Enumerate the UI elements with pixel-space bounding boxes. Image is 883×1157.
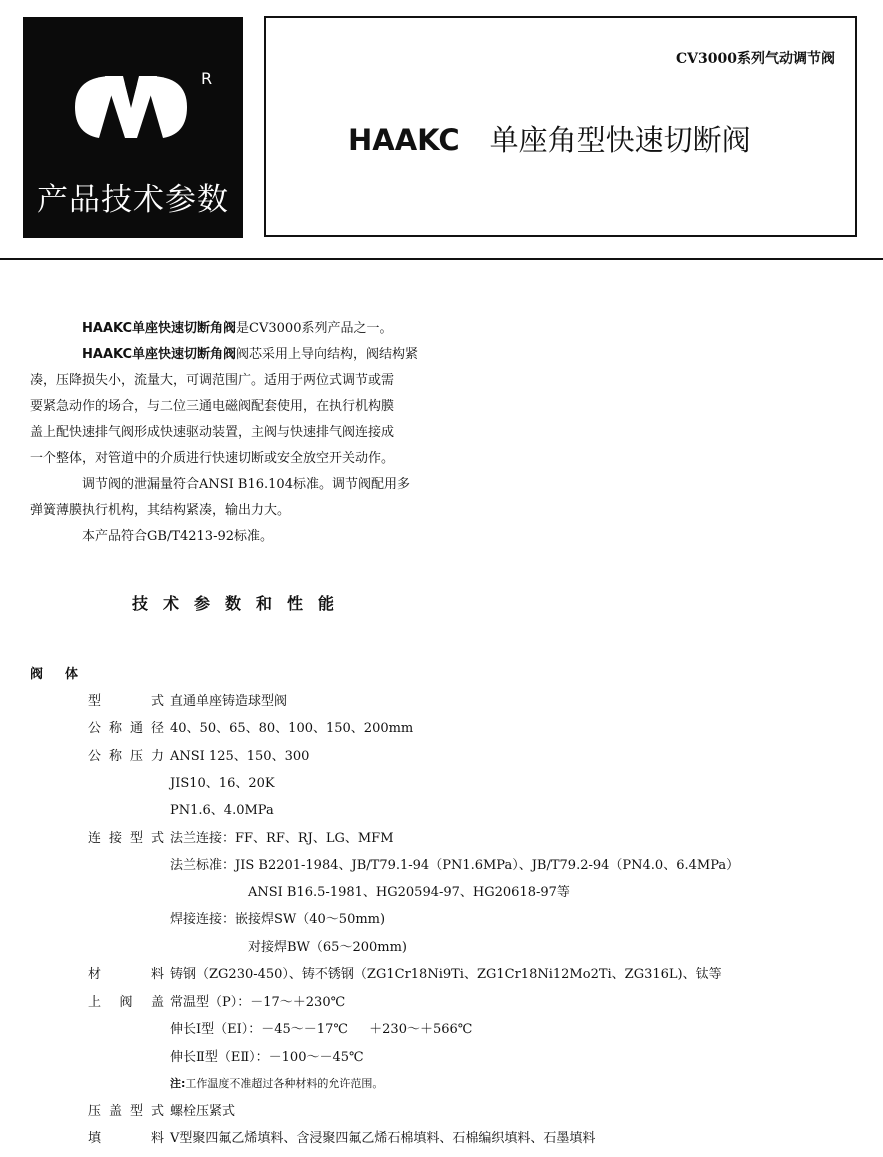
intro-paragraph: 本产品符合GB/T4213-92标准。 xyxy=(82,529,274,544)
logo-caption: 产品技术参数 xyxy=(37,182,229,218)
page-title xyxy=(348,118,751,159)
spec-value: JIS10、16、20K xyxy=(170,776,275,791)
product-name: 单座角型快速切断阀 xyxy=(489,123,751,157)
spec-value: 常温型（P）：－17～＋230℃ xyxy=(170,995,346,1010)
spec-value: ANSI 125、150、300 xyxy=(170,749,310,764)
spec-label: 公称压力 xyxy=(88,749,164,764)
spec-value: 法兰连接：FF、RF、RJ、LG、MFM xyxy=(170,831,394,846)
spec-label: 连接型式 xyxy=(88,831,164,846)
spec-label: 材料 xyxy=(88,967,164,982)
spec-value: 螺栓压紧式 xyxy=(170,1104,236,1119)
spec-value: 焊接连接：嵌接焊SW（40～50mm) xyxy=(170,912,386,927)
intro-paragraph: 调节阀的泄漏量符合ANSI B16.104标准。调节阀配用多 xyxy=(82,477,410,492)
intro-line: 弹簧薄膜执行机构，其结构紧凑，输出力大。 xyxy=(30,503,291,518)
spec-value: ANSI B16.5-1981、HG20594-97、HG20618-97等 xyxy=(248,885,570,900)
specs-heading: 阀体 xyxy=(30,667,101,682)
note-label: 注: xyxy=(170,1077,186,1090)
spec-value: V型聚四氟乙烯填料、含浸聚四氟乙烯石棉填料、石棉编织填料、石墨填料 xyxy=(170,1131,596,1146)
spec-label: 上阀盖 xyxy=(88,995,164,1010)
spec-value: PN1.6、4.0MPa xyxy=(170,803,274,818)
spec-label: 型式 xyxy=(88,694,164,709)
intro-line: 一个整体，对管道中的介质进行快速切断或安全放空开关动作。 xyxy=(30,451,395,466)
intro-paragraph: HAAKC单座快速切断角阀阀芯采用上导向结构，阀结构紧 xyxy=(82,347,419,362)
spec-value: 40、50、65、80、100、150、200mm xyxy=(170,721,414,736)
product-name-bold: HAAKC单座快速切断角阀 xyxy=(82,347,237,362)
spec-label: 公称通径 xyxy=(88,721,164,736)
spec-value: 铸钢（ZG230-450）、铸不锈钢（ZG1Cr18Ni9Ti、ZG1Cr18Ni12Mo2Ti、ZG316L)、钛等 xyxy=(170,967,722,982)
spec-label: 填料 xyxy=(88,1131,164,1146)
brand-logo xyxy=(23,17,243,238)
header-divider xyxy=(0,258,883,260)
series-label: CV3000系列气动调节阀 xyxy=(676,51,835,67)
intro-text xyxy=(30,316,500,550)
spec-value: 直通单座铸造球型阀 xyxy=(170,694,288,709)
brand-logo-mark xyxy=(65,72,197,142)
spec-value: 伸长Ⅰ型（EⅠ）：－45～－17℃ ＋230～＋566℃ xyxy=(170,1022,473,1037)
model-code: HAAKC xyxy=(348,123,460,157)
spec-value: 法兰标准：JIS B2201-1984、JB/T79.1-94（PN1.6MPa）、JB/T79.2-94（PN4.0、6.4MPa） xyxy=(170,858,740,873)
title-box xyxy=(264,16,857,237)
product-name-bold: HAAKC单座快速切断角阀 xyxy=(82,321,237,336)
note-text: 工作温度不准超过各种材料的允许范围。 xyxy=(185,1077,384,1090)
intro-line: 要紧急动作的场合，与二位三通电磁阀配套使用，在执行机构膜 xyxy=(30,399,395,414)
spec-label: 压盖型式 xyxy=(88,1104,164,1119)
intro-line: 凑，压降损失小，流量大，可调范围广。适用于两位式调节或需 xyxy=(30,373,395,388)
spec-value: 伸长Ⅱ型（EⅡ）：－100～－45℃ xyxy=(170,1050,364,1065)
spec-value: 对接焊BW（65～200mm) xyxy=(248,940,407,955)
registered-mark: R xyxy=(201,69,213,88)
section-title: 技术参数和性能 xyxy=(132,594,350,613)
intro-line: 盖上配快速排气阀形成快速驱动装置，主阀与快速排气阀连接成 xyxy=(30,425,395,440)
intro-paragraph: HAAKC单座快速切断角阀是CV3000系列产品之一。 xyxy=(82,321,393,336)
